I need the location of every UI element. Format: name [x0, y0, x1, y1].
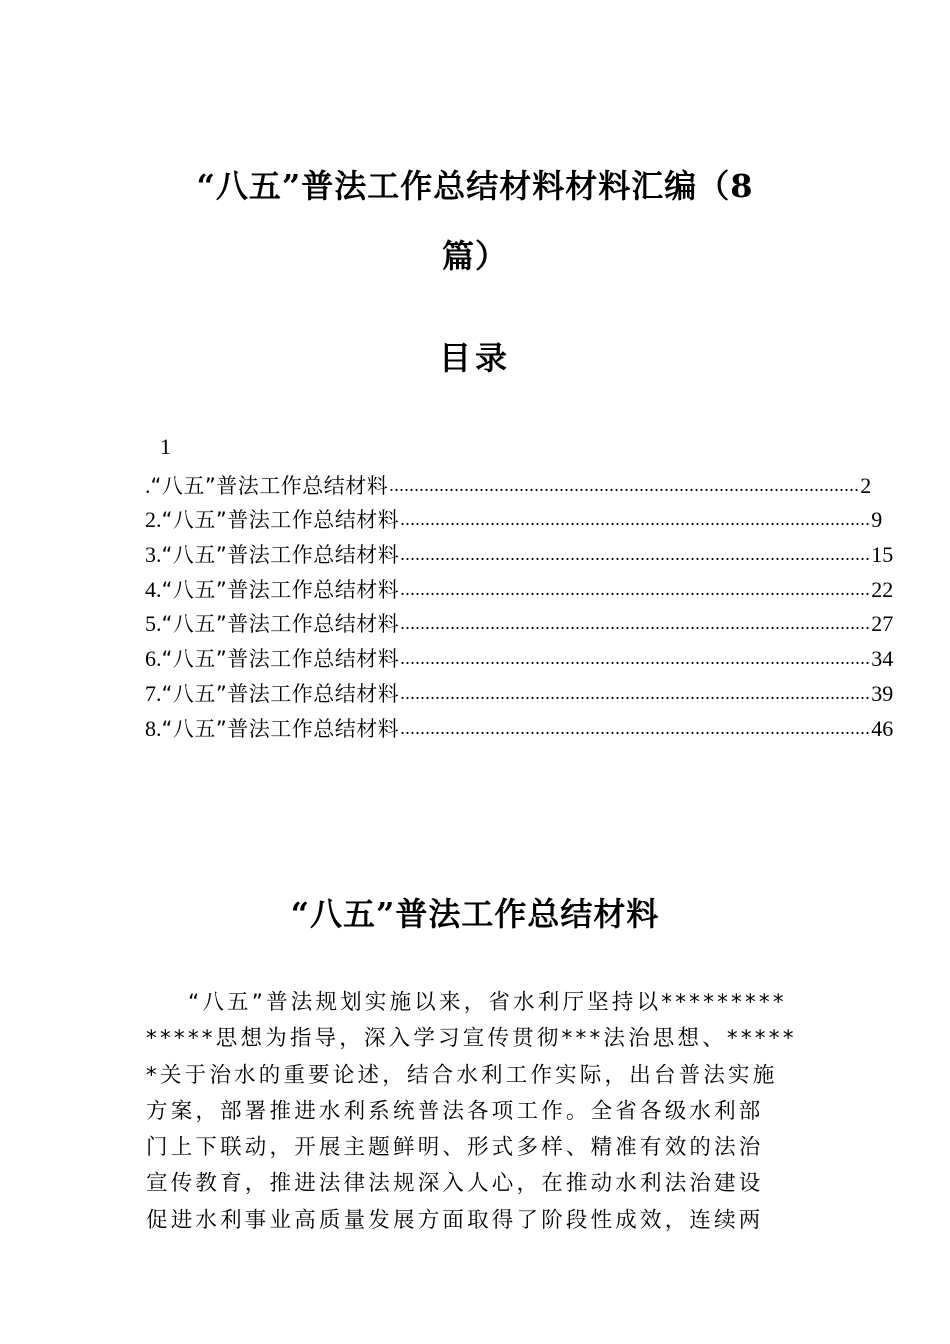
toc-entry-number: 5.: [145, 611, 162, 637]
toc-leader-dots: ..............................................................................................: [389, 474, 860, 495]
toc-entry-page: 22: [871, 576, 894, 602]
toc-entry-page: 27: [871, 611, 894, 637]
toc-entry-label: “八五”普法工作总结材料: [150, 473, 389, 498]
toc-entry-6[interactable]: [145, 639, 894, 674]
toc-leader-dots: ..............................................................................................: [400, 578, 871, 599]
toc-entry-number: 3.: [145, 542, 162, 568]
toc-heading: 目录: [438, 339, 511, 377]
toc-entry-2[interactable]: [145, 501, 883, 536]
toc-entry-label: “八五”普法工作总结材料: [161, 508, 400, 533]
toc-entry-label: “八五”普法工作总结材料: [161, 647, 400, 672]
toc-entry-label: “八五”普法工作总结材料: [161, 577, 400, 602]
toc-leader-dots: ..............................................................................................: [400, 648, 871, 669]
toc-entry-4[interactable]: [145, 570, 894, 605]
toc-entry-7[interactable]: [145, 674, 894, 709]
table-of-contents: [145, 466, 894, 744]
toc-entry-number: 8.: [145, 715, 162, 741]
toc-leader-dots: ..............................................................................................: [400, 613, 871, 634]
toc-entry-page: 39: [871, 680, 894, 706]
toc-entry-label: “八五”普法工作总结材料: [161, 543, 400, 568]
toc-entry-number: 7.: [145, 680, 162, 706]
toc-leader-dots: ..............................................................................................: [400, 717, 871, 738]
body-line: *关于治水的重要论述，结合水利工作实际，出台普法实施: [146, 1062, 778, 1088]
body-line: 方案，部署推进水利系统普法各项工作。全省各级水利部: [146, 1098, 764, 1124]
toc-entry-number: .: [145, 472, 151, 498]
toc-entry-page: 9: [871, 507, 883, 533]
body-line: 宣传教育，推进法律法规深入人心，在推动水利法治建设: [146, 1171, 764, 1197]
toc-leader-dots: ..............................................................................................: [400, 544, 871, 565]
body-line: 促进水利事业高质量发展方面取得了阶段性成效，连续两: [146, 1207, 764, 1233]
toc-entry-label: “八五”普法工作总结材料: [161, 681, 400, 706]
toc-entry-3[interactable]: [145, 535, 894, 570]
toc-entry-page: 46: [871, 715, 894, 741]
toc-entry-page: 34: [871, 646, 894, 672]
body-line: 门上下联动，开展主题鲜明、形式多样、精准有效的法治: [146, 1135, 764, 1161]
toc-first-number: 1: [160, 434, 171, 459]
toc-entry-number: 4.: [145, 576, 162, 602]
body-paragraph: [146, 985, 806, 1239]
body-line: *****思想为指导，深入学习宣传贯彻***法治思想、*****: [146, 1026, 797, 1052]
toc-entry-label: “八五”普法工作总结材料: [161, 716, 400, 741]
toc-entry-5[interactable]: [145, 605, 894, 640]
toc-entry-page: 15: [871, 542, 894, 568]
toc-entry-number: 6.: [145, 646, 162, 672]
document-title-line-2: 篇）: [441, 237, 508, 275]
toc-leader-dots: ..............................................................................................: [400, 509, 871, 530]
document-title-line-1: “八五”普法工作总结材料材料汇编（8: [196, 167, 754, 205]
body-line: “八五”普法规划实施以来，省水利厅坚持以*********: [188, 990, 787, 1015]
section-title: “八五”普法工作总结材料: [290, 895, 660, 933]
toc-entry-number: 2.: [145, 507, 162, 533]
toc-entry-1[interactable]: [145, 466, 872, 501]
toc-entry-label: “八五”普法工作总结材料: [161, 612, 400, 637]
toc-entry-8[interactable]: [145, 709, 894, 744]
toc-leader-dots: ..............................................................................................: [400, 682, 871, 703]
toc-entry-page: 2: [860, 472, 872, 498]
